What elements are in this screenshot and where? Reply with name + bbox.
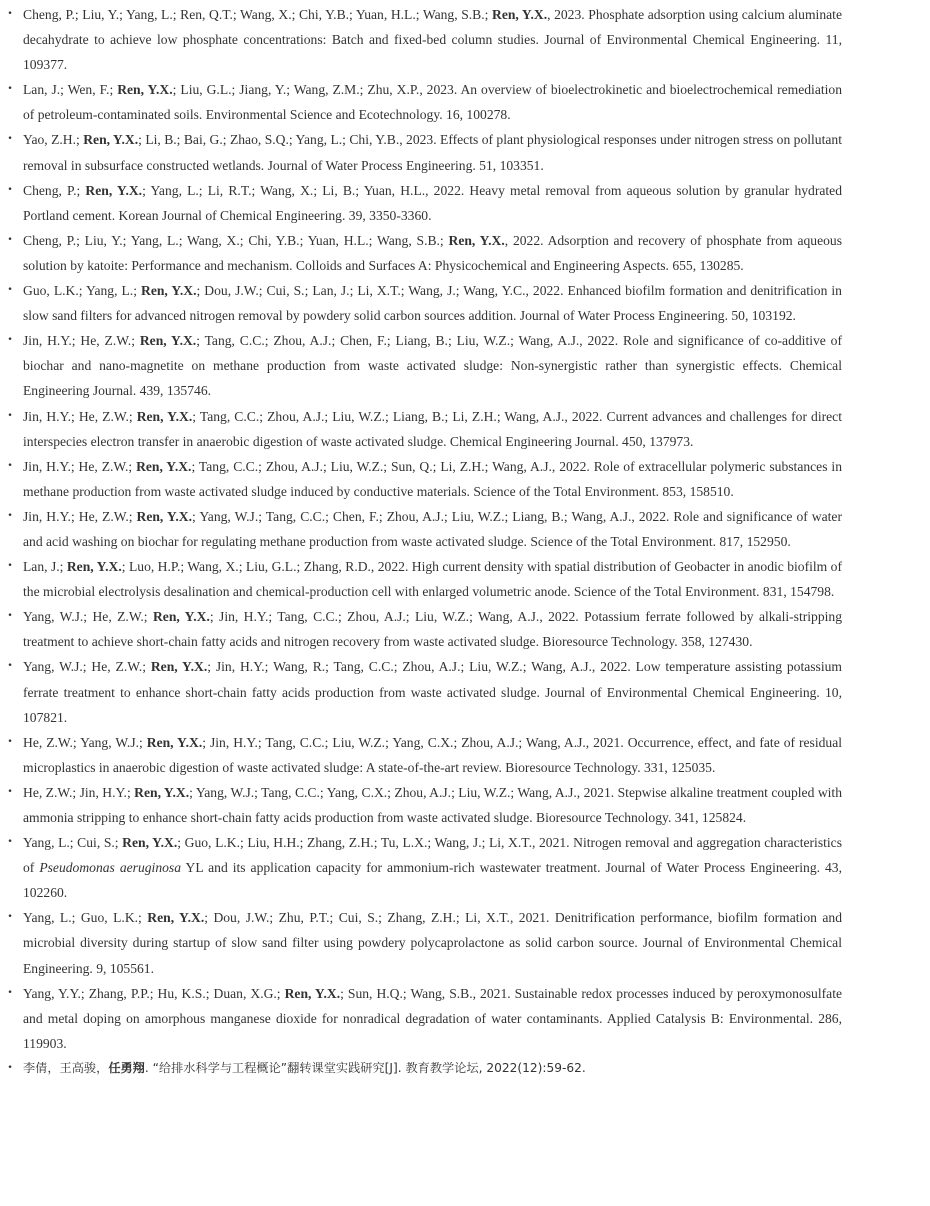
reference-item <box>5 730 842 780</box>
reference-text: ; Li, B.; Bai, G.; Zhao, S.Q.; Yang, L.; Chi, Y.B., 2023. Effects of plant physiological responses under nitrogen stress on pollutant removal in subsurface constructed wetlands. Journal of Water Process Engineering. 51, 103351. <box>23 132 842 173</box>
bullet-icon: • <box>7 736 13 747</box>
bullet-icon: • <box>7 510 13 521</box>
bullet-icon: • <box>7 335 13 346</box>
reference-text: Yang, L.; Guo, L.K.; <box>23 910 148 926</box>
reference-item <box>5 654 842 729</box>
reference-text: ; Luo, H.P.; Wang, X.; Liu, G.L.; Zhang, R.D., 2022. High current density with spatial distribution of Geobacter in anodic biofilm of the microbial electrolysis desalination and chemical-production cell with enlarged volumetric anode. Science of the Total Environment. 831, 154798. <box>23 559 843 600</box>
reference-item <box>5 554 842 604</box>
reference-item <box>5 780 842 830</box>
reference-text: ; Yang, W.J.; Tang, C.C.; Yang, C.X.; Zhou, A.J.; Liu, W.Z.; Wang, A.J., 2021. Stepwise alkaline treatment coupled with ammonia stripping to enhance short-chain fatty acids production from waste activated sludge. Bioresource Technology. 341, 125824. <box>23 784 842 825</box>
reference-text: 李倩，王高骏， <box>23 1060 109 1075</box>
highlighted-author: Ren, Y.X. <box>83 132 139 148</box>
publication-list <box>5 2 842 1081</box>
reference-text: ; Sun, H.Q.; Wang, S.B., 2021. Sustainable redox processes induced by peroxymonosulfate and metal doping on amorphous manganese dioxide for nonradical degradation of water contaminants. Applied Catalysis B: Environmental. 286, 119903. <box>23 985 842 1051</box>
bullet-icon: • <box>7 234 13 245</box>
reference-item <box>5 504 842 554</box>
reference-text: Yang, W.J.; He, Z.W.; <box>23 609 153 625</box>
reference-item <box>5 981 842 1056</box>
reference-item <box>5 127 842 177</box>
highlighted-author: Ren, Y.X. <box>152 609 210 625</box>
reference-text: Guo, L.K.; Yang, L.; <box>23 283 141 299</box>
bullet-icon: • <box>7 134 13 145</box>
reference-item <box>5 77 842 127</box>
reference-text: ; Tang, C.C.; Zhou, A.J.; Liu, W.Z.; Liang, B.; Li, Z.H.; Wang, A.J., 2022. Current advances and challenges for direct interspecies electron transfer in anaerobic digestion of waste activated sludge. Chemical Engineering Journal. 450, 137973. <box>23 408 842 449</box>
reference-text: ; Tang, C.C.; Zhou, A.J.; Chen, F.; Liang, B.; Liu, W.Z.; Wang, A.J., 2022. Role and significance of co-additive of biochar and nano-magnetite on methane production from waste activated sludge: Non-synergistic rather than synergistic effects. Chemical Engineering Journal. 439, 135746. <box>23 333 842 399</box>
reference-text: ; Yang, L.; Li, R.T.; Wang, X.; Li, B.; Yuan, H.L., 2022. Heavy metal removal from aqueous solution by granular hydrated Portland cement. Korean Journal of Chemical Engineering. 39, 3350-3360. <box>23 182 843 223</box>
highlighted-author: Ren, Y.X. <box>136 508 193 524</box>
reference-text: Yao, Z.H.; <box>23 132 84 148</box>
highlighted-author: Ren, Y.X. <box>85 182 143 198</box>
highlighted-author: Ren, Y.X. <box>117 82 173 98</box>
highlighted-author: Ren, Y.X. <box>139 333 197 349</box>
reference-text: Yang, L.; Cui, S.; <box>23 835 123 851</box>
reference-text: , 2023. Phosphate adsorption using calcium aluminate decahydrate to achieve low phosphate concentrations: Batch and fixed-bed column studies. Journal of Environmental Chemical Engineering. 11, 109377. <box>23 7 842 73</box>
highlighted-author: Ren, Y.X. <box>134 784 190 800</box>
reference-text: Jin, H.Y.; He, Z.W.; <box>23 333 140 349</box>
reference-text: Yang, Y.Y.; Zhang, P.P.; Hu, K.S.; Duan, X.G.; <box>23 985 285 1001</box>
reference-text: He, Z.W.; Yang, W.J.; <box>23 734 147 750</box>
bullet-icon: • <box>7 661 13 672</box>
reference-item <box>5 278 842 328</box>
highlighted-author: 任勇翔 <box>108 1060 145 1075</box>
reference-text: Yang, W.J.; He, Z.W.; <box>23 659 151 675</box>
reference-text: Jin, H.Y.; He, Z.W.; <box>23 408 137 424</box>
reference-text: YL and its application capacity for ammonium-rich wastewater treatment. Journal of Water Process Engineering. 43, 102260. <box>23 860 842 901</box>
bullet-icon: • <box>7 184 13 195</box>
highlighted-author: Ren, Y.X. <box>146 734 203 750</box>
reference-text: Lan, J.; Wen, F.; <box>23 82 118 98</box>
reference-text: Jin, H.Y.; He, Z.W.; <box>23 458 137 474</box>
highlighted-author: Ren, Y.X. <box>141 283 197 299</box>
reference-item <box>5 228 842 278</box>
reference-text: He, Z.W.; Jin, H.Y.; <box>23 784 135 800</box>
reference-item <box>5 454 842 504</box>
bullet-icon: • <box>7 1062 13 1073</box>
bullet-icon: • <box>7 611 13 622</box>
reference-text: ; Jin, H.Y.; Wang, R.; Tang, C.C.; Zhou, A.J.; Liu, W.Z.; Wang, A.J., 2022. Low temperature assisting potassium ferrate treatment to enhance short-chain fatty acids production from waste activated sludge. Journal of Environmental Chemical Engineering. 10, 107821. <box>23 659 842 725</box>
bullet-icon: • <box>7 561 13 572</box>
reference-item <box>5 604 842 654</box>
reference-text: ; Yang, W.J.; Tang, C.C.; Chen, F.; Zhou, A.J.; Liu, W.Z.; Liang, B.; Wang, A.J., 2022. Role and significance of water and acid washing on biochar for regulating methane production from waste activated sludge. Science of the Total Environment. 817, 152950. <box>23 508 842 549</box>
bullet-icon: • <box>7 84 13 95</box>
highlighted-author: Ren, Y.X. <box>66 559 122 575</box>
highlighted-author: Ren, Y.X. <box>147 910 205 926</box>
bullet-icon: • <box>7 786 13 797</box>
species-name: Pseudomonas aeruginosa <box>39 860 182 876</box>
bullet-icon: • <box>7 987 13 998</box>
bullet-icon: • <box>7 285 13 296</box>
bullet-icon: • <box>7 460 13 471</box>
highlighted-author: Ren, Y.X. <box>448 232 505 248</box>
bullet-icon: • <box>7 410 13 421</box>
reference-item <box>5 905 842 980</box>
highlighted-author: Ren, Y.X. <box>492 7 548 22</box>
reference-item <box>5 178 842 228</box>
reference-item <box>5 328 842 403</box>
reference-text: ; Liu, G.L.; Jiang, Y.; Wang, Z.M.; Zhu, X.P., 2023. An overview of bioelectrokinetic and bioelectrochemical remediation of petroleum-contaminated soils. Environmental Science and Ecotechnology. 16, 100278. <box>23 82 843 123</box>
reference-text: . “给排水科学与工程概论”翻转课堂实践研究[J]. 教育教学论坛, 2022(12):59-62. <box>144 1060 586 1075</box>
reference-text: Cheng, P.; Liu, Y.; Yang, L.; Wang, X.; Chi, Y.B.; Yuan, H.L.; Wang, S.B.; <box>23 232 449 248</box>
reference-text: Cheng, P.; <box>23 182 86 198</box>
highlighted-author: Ren, Y.X. <box>284 985 341 1001</box>
reference-text: ; Dou, J.W.; Cui, S.; Lan, J.; Li, X.T.; Wang, J.; Wang, Y.C., 2022. Enhanced biofilm formation and denitrification in slow sand filters for advanced nitrogen removal by powdery solid carbon sources addition. Journal of Water Process Engineering. 50, 103192. <box>23 283 842 324</box>
highlighted-author: Ren, Y.X. <box>150 659 208 675</box>
reference-text: Jin, H.Y.; He, Z.W.; <box>23 508 137 524</box>
reference-text: ; Jin, H.Y.; Tang, C.C.; Zhou, A.J.; Liu, W.Z.; Wang, A.J., 2022. Potassium ferrate followed by alkali-stripping treatment to achieve short-chain fatty acids and nitrogen recovery from waste activated sludge. Bioresource Technology. 358, 127430. <box>23 609 842 650</box>
reference-item <box>5 830 842 905</box>
reference-text: ; Guo, L.K.; Liu, H.H.; Zhang, Z.H.; Tu, L.X.; Wang, J.; Li, X.T., 2021. Nitrogen removal and aggregation characteristics of <box>23 835 842 876</box>
reference-text: , 2022. Adsorption and recovery of phosphate from aqueous solution by katoite: Performance and mechanism. Colloids and Surfaces A: Physicochemical and Engineering Aspects. 655, 130285. <box>23 232 843 273</box>
reference-text: ; Jin, H.Y.; Tang, C.C.; Liu, W.Z.; Yang, C.X.; Zhou, A.J.; Wang, A.J., 2021. Occurrence, effect, and fate of residual microplastics in anaerobic digestion of waste activated sludge: A state-of-the-art review. Bioresource Technology. 331, 125035. <box>23 734 843 775</box>
reference-text: ; Tang, C.C.; Zhou, A.J.; Liu, W.Z.; Sun, Q.; Li, Z.H.; Wang, A.J., 2022. Role of extracellular polymeric substances in methane production from waste activated sludge induced by conductive materials. Science of the Total Environment. 853, 158510. <box>23 458 842 499</box>
highlighted-author: Ren, Y.X. <box>136 458 192 474</box>
reference-text: Lan, J.; <box>23 559 67 575</box>
reference-item <box>5 2 842 77</box>
reference-text: ; Dou, J.W.; Zhu, P.T.; Cui, S.; Zhang, Z.H.; Li, X.T., 2021. Denitrification performance, biofilm formation and microbial diversity during startup of slow sand filter using powdery polycaprolactone as solid carbon source. Journal of Environmental Chemical Engineering. 9, 105561. <box>23 910 842 976</box>
bullet-icon: • <box>7 837 13 848</box>
reference-item <box>5 1056 842 1081</box>
highlighted-author: Ren, Y.X. <box>136 408 193 424</box>
highlighted-author: Ren, Y.X. <box>122 835 178 851</box>
reference-item <box>5 404 842 454</box>
reference-text: Cheng, P.; Liu, Y.; Yang, L.; Ren, Q.T.; Wang, X.; Chi, Y.B.; Yuan, H.L.; Wang, S.B.; <box>23 7 493 22</box>
bullet-icon: • <box>7 9 13 19</box>
bullet-icon: • <box>7 912 13 923</box>
